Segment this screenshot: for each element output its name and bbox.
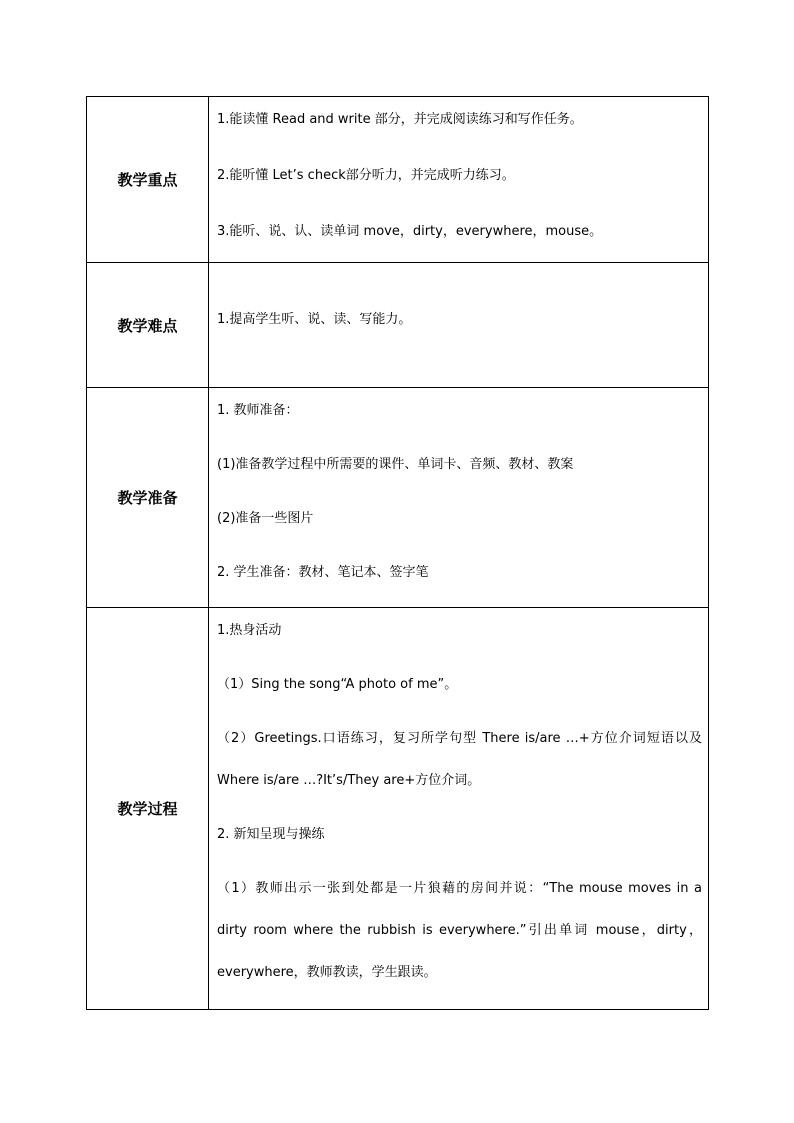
content-line: （2）Greetings.口语练习，复习所学句型 There is/are …+方位介词短语以及 (217, 731, 702, 746)
content-line: Where is/are …?It’s/They are+方位介词。 (217, 773, 481, 788)
content-line: 2.能听懂 Let’s check部分听力，并完成听力练习。 (217, 168, 515, 183)
row-label: 教学重点 (87, 97, 209, 263)
row-label: 教学准备 (87, 388, 209, 608)
content-line: everywhere，教师教读，学生跟读。 (217, 965, 437, 980)
row-label: 教学难点 (87, 263, 209, 388)
content-line: 2. 学生准备：教材、笔记本、签字笔 (217, 565, 429, 580)
row-label: 教学过程 (87, 608, 209, 1010)
lesson-plan-table (86, 96, 709, 1010)
content-line: （1）Sing the song“A photo of me”。 (217, 677, 458, 692)
table-row (87, 388, 709, 608)
table-row (87, 97, 709, 263)
content-line: (2)准备一些图片 (217, 511, 314, 526)
content-line: 2. 新知呈现与操练 (217, 827, 325, 842)
content-line: 1. 教师准备： (217, 403, 299, 418)
content-line: 1.能读懂 Read and write 部分，并完成阅读练习和写作任务。 (217, 112, 583, 127)
content-line: （1）教师出示一张到处都是一片狼藉的房间并说：“The mouse moves in a (217, 881, 702, 896)
content-line: (1)准备教学过程中所需要的课件、单词卡、音频、教材、教案 (217, 457, 574, 472)
content-line: 3.能听、说、认、读单词 move，dirty，everywhere，mouse。 (217, 224, 603, 239)
content-line: 1.提高学生听、说、读、写能力。 (217, 312, 412, 327)
row-content (209, 388, 709, 608)
row-content (209, 97, 709, 263)
row-content (209, 608, 709, 1010)
content-line: dirty room where the rubbish is everywhere.”引出单词 mouse，dirty， (217, 923, 702, 938)
row-content (209, 263, 709, 388)
table-row (87, 263, 709, 388)
table-row (87, 608, 709, 1010)
content-line: 1.热身活动 (217, 623, 282, 638)
